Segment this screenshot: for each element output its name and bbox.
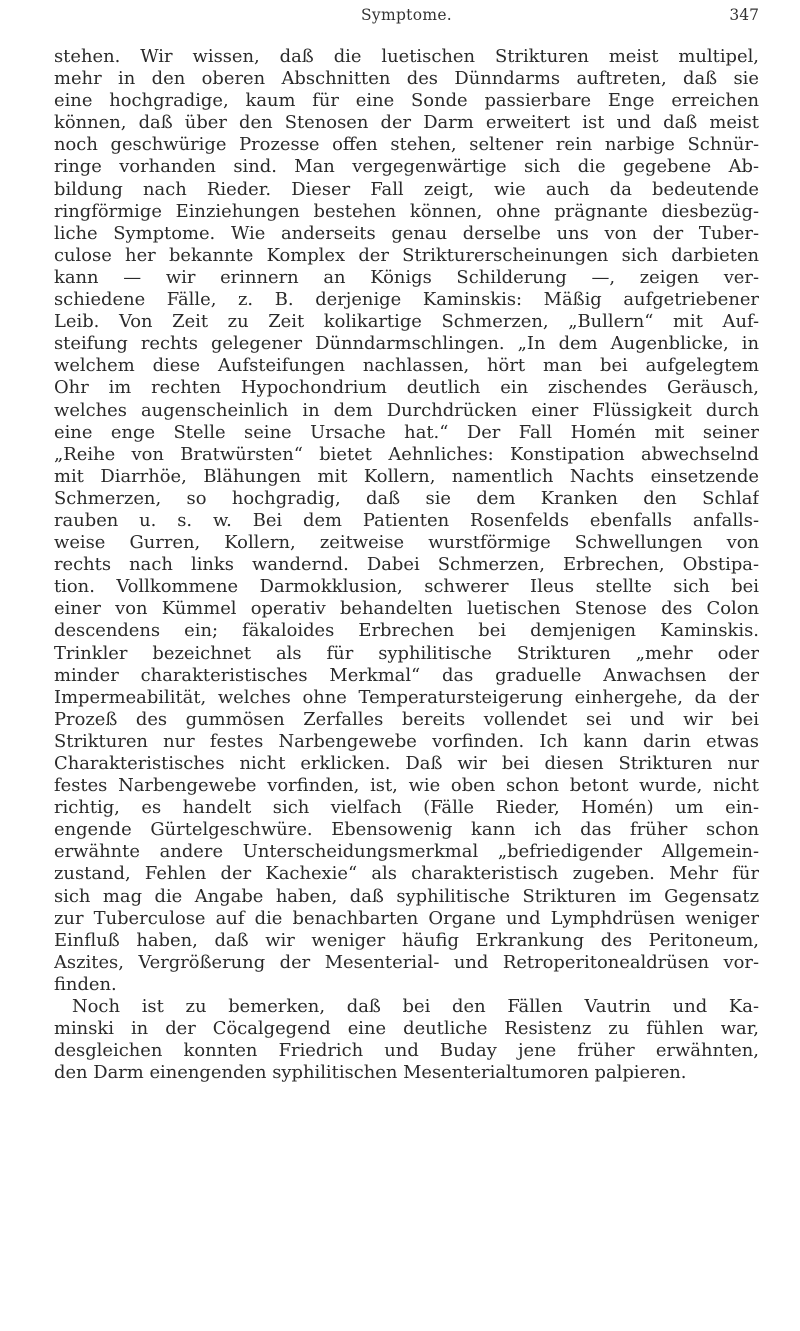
text-line: descendens ein; fäkaloides Erbrechen bei demjenigen Kaminskis.	[54, 620, 759, 642]
text-line: sich mag die Angabe haben, daß syphilitische Strikturen im Gegensatz	[54, 885, 759, 907]
text-line: culose her bekannte Komplex der Strikturerscheinungen sich darbieten	[54, 244, 759, 266]
text-line: Aszites, Vergrößerung der Mesenterial- und Retroperitonealdrüsen vor-	[54, 951, 759, 973]
running-head-title: Symptome.	[360, 6, 453, 24]
text-line: welches augenscheinlich in dem Durchdrücken einer Flüssigkeit durch	[54, 399, 759, 421]
text-line: eine hochgradige, kaum für eine Sonde passierbare Enge erreichen	[54, 90, 759, 112]
text-line: minder charakteristisches Merkmal“ das graduelle Anwachsen der	[54, 664, 759, 686]
text-line: einer von Kümmel operativ behandelten luetischen Stenose des Colon	[54, 598, 759, 620]
text-line: desgleichen konnten Friedrich und Buday jene früher erwähnten,	[54, 1040, 759, 1062]
text-line: Schmerzen, so hochgradig, daß sie dem Kranken den Schlaf	[54, 487, 759, 509]
text-line: liche Symptome. Wie anderseits genau derselbe uns von der Tuber-	[54, 222, 759, 244]
text-line: tion. Vollkommene Darmokklusion, schwerer Ileus stellte sich bei	[54, 576, 759, 598]
body-text	[54, 46, 759, 1084]
text-line: Trinkler bezeichnet als für syphilitische Strikturen „mehr oder	[54, 642, 759, 664]
text-line: stehen. Wir wissen, daß die luetischen Strikturen meist multipel,	[54, 46, 759, 67]
text-line: engende Gürtelgeschwüre. Ebensowenig kann ich das früher schon	[54, 819, 759, 841]
text-line: weise Gurren, Kollern, zeitweise wurstförmige Schwellungen von	[54, 532, 759, 554]
text-line: rauben u. s. w. Bei dem Patienten Rosenfelds ebenfalls anfalls-	[54, 509, 759, 531]
text-line: Charakteristisches nicht erklicken. Daß wir bei diesen Strikturen nur	[54, 753, 759, 774]
paragraph-start-line: Noch ist zu bemerken, daß bei den Fällen Vautrin und Ka-	[72, 996, 759, 1018]
book-page	[54, 0, 759, 1084]
text-line: Prozeß des gummösen Zerfalles bereits vollendet sei und wir bei	[54, 708, 759, 730]
text-line: mit Diarrhöe, Blähungen mit Kollern, namentlich Nachts einsetzende	[54, 465, 759, 487]
paragraph-end-line: den Darm einengenden syphilitischen Mesenterialtumoren palpieren.	[54, 1062, 687, 1084]
text-line: noch geschwürige Prozesse offen stehen, seltener rein narbige Schnür-	[54, 134, 759, 156]
text-line: bildung nach Rieder. Dieser Fall zeigt, wie auch da bedeutende	[54, 178, 759, 200]
text-line: minski in der Cöcalgegend eine deutliche Resistenz zu fühlen war,	[54, 1018, 759, 1040]
page-number: 347	[729, 6, 759, 24]
text-line: Impermeabilität, welches ohne Temperatursteigerung einhergehe, da der	[54, 686, 759, 708]
text-line: schiedene Fälle, z. B. derjenige Kaminskis: Mäßig aufgetriebener	[54, 289, 759, 311]
text-line: Ohr im rechten Hypochondrium deutlich ein zischendes Geräusch,	[54, 377, 759, 399]
text-line: ringe vorhanden sind. Man vergegenwärtige sich die gegebene Ab-	[54, 156, 759, 178]
running-head	[54, 0, 759, 40]
text-line: zustand, Fehlen der Kachexie“ als charakteristisch zugeben. Mehr für	[54, 863, 759, 885]
text-line: kann — wir erinnern an Königs Schilderung —, zeigen ver-	[54, 266, 759, 288]
text-line: rechts nach links wandernd. Dabei Schmerzen, Erbrechen, Obstipa-	[54, 554, 759, 576]
paragraph-end-line: finden.	[54, 973, 117, 995]
text-line: „Reihe von Bratwürsten“ bietet Aehnliches: Konstipation abwechselnd	[54, 443, 759, 465]
text-line: Einfluß haben, daß wir weniger häufig Erkrankung des Peritoneum,	[54, 929, 759, 951]
text-line: Strikturen nur festes Narbengewebe vorfinden. Ich kann darin etwas	[54, 730, 759, 752]
text-line: festes Narbengewebe vorfinden, ist, wie oben schon betont wurde, nicht	[54, 775, 759, 797]
text-line: eine enge Stelle seine Ursache hat.“ Der Fall Homén mit seiner	[54, 421, 759, 443]
text-line: richtig, es handelt sich vielfach (Fälle Rieder, Homén) um ein-	[54, 797, 759, 819]
text-line: welchem diese Aufsteifungen nachlassen, hört man bei aufgelegtem	[54, 355, 759, 377]
text-line: steifung rechts gelegener Dünndarmschlingen. „In dem Augenblicke, in	[54, 333, 759, 355]
text-line: mehr in den oberen Abschnitten des Dünndarms auftreten, daß sie	[54, 68, 759, 90]
text-line: Leib. Von Zeit zu Zeit kolikartige Schmerzen, „Bullern“ mit Auf-	[54, 311, 759, 333]
text-line: zur Tuberculose auf die benachbarten Organe und Lymphdrüsen weniger	[54, 907, 759, 929]
text-line: erwähnte andere Unterscheidungsmerkmal „befriedigender Allgemein-	[54, 841, 759, 863]
text-line: können, daß über den Stenosen der Darm erweitert ist und daß meist	[54, 112, 759, 134]
text-line: ringförmige Einziehungen bestehen können, ohne prägnante diesbezüg-	[54, 200, 759, 222]
